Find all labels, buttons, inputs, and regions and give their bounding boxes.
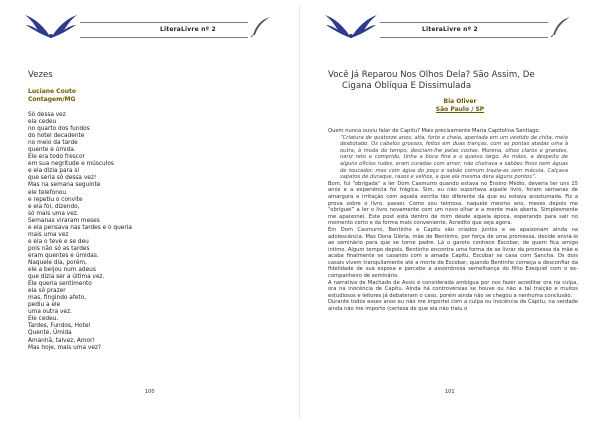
- poem-line: Semanas viraram meses: [28, 217, 100, 224]
- poem-line: que dizia ser a última vez.: [28, 274, 105, 281]
- poem-line: e repetiu o convite: [28, 196, 83, 203]
- poem-line: no quarto dos fundos: [28, 126, 90, 133]
- article-title: [328, 70, 578, 92]
- poem-line: ela cedeu: [28, 119, 57, 126]
- poem-line: do hotel decadente: [28, 133, 85, 140]
- author-name: Bia Oliver: [443, 98, 477, 105]
- author-place: Contagem/MG: [28, 96, 76, 103]
- author-block: [420, 98, 500, 114]
- poem-line: Só dessa vez: [28, 112, 66, 118]
- poem-line: Quente, Úmida: [28, 330, 72, 337]
- page-header: [0, 12, 300, 48]
- poem-line: só mais uma vez.: [28, 210, 79, 217]
- page-number: 101: [445, 389, 455, 395]
- poem-line: Mas hoje, mais uma vez?: [28, 344, 102, 351]
- poem-line: e ela o teve e se deu: [28, 238, 89, 245]
- header-rule-top: [80, 22, 248, 23]
- zine-label: LiteraLivre nº 2: [160, 26, 216, 33]
- block-quote: “Criatura de quatorze anos, alta, forte e cheia, apertada em um vestido de chita, meio desbotado. Os cabelos grossos, feitos em duas tranças, com as pontas atadas uma à outra, à moda do tempo, desciam-lhe pelas costas. Morena, olhos claros e grandes, nariz reto e comprido, tinha a boca fina e o queixo largo. As mãos, a despeito de alguns ofícios rudes, eram curadas com amor; não cheirava a sabões finos nem águas de toucador, mas com água do poço e sabão comum trazia-as sem mácula. Calçava sapatos de duraque, rasos e velhos, a que ela mesma dera alguns pontos”.: [340, 134, 568, 181]
- poem-line: que seria só dessa vez!: [28, 175, 97, 182]
- wing-logo-icon: [324, 12, 378, 42]
- poem-line: pediu a ele: [28, 302, 61, 309]
- poem-line: mas, fingindo afeto,: [28, 295, 87, 302]
- poem-line: Ele era todo frescor: [28, 154, 85, 161]
- article-body: [328, 128, 578, 313]
- body-paragraph: Durante todos esses anos eu não me importei com a culpa ou inocência de Capitu, na verdade ainda não me importo (certeza de que ela não traiu o: [328, 299, 578, 313]
- intro-paragraph: Quem nunca ouviu falar de Capitu? Mais precisamente Maria Capitolina Santiago.: [328, 128, 541, 134]
- poem-line: e ela foi, dizendo,: [28, 203, 80, 210]
- poem-line: Tardes, Fundos, Hotel: [28, 323, 91, 330]
- zine-label: LiteraLivre nº 2: [422, 26, 478, 33]
- body-paragraph: A narrativa de Machado de Assis é considerada ambígua por nos fazer acreditar ora na culpa, ora na inocência de Capitu. Ainda há controvérsias se houve ou não a tal traição e muitos estudiosos e leitores já debateram o caso, porém ainda não se chegou a nenhuma conclusão.: [328, 279, 578, 299]
- quill-icon: [250, 16, 272, 38]
- wing-logo-icon: [24, 12, 78, 42]
- right-page: [300, 0, 600, 424]
- header-rule-bottom: [80, 37, 248, 38]
- poem-line: em sua negritude e músculos: [28, 161, 114, 168]
- body-paragraph: Bom, fui “obrigada” a ler Dom Casmurro quando estava no Ensino Médio, deveria ter uns 15 anos e a experiência foi trágica. Sim, eu não suportava aquele livro, foram semanas de amargura e irritação com aquela escrita tão diferente da que eu estava acostumada. Fiz a prova sobre o livro, passei. Como sou teimosa, naquele mesmo ano, meses depois me “obriguei” a ler o livro novamente com um novo olhar e a mente mais aberta. Simplesmente me apaixonei. Este post está dentro de mim desde aquela época, esperando para sair no momento certo e da forma mais conveniente. Acredito que seja agora.: [328, 180, 578, 227]
- article-paragraphs: [328, 181, 578, 313]
- poem-line: e ela dizia para si: [28, 168, 79, 175]
- poem-line: mais uma vez: [28, 231, 69, 238]
- quill-icon: [550, 16, 572, 38]
- poem-body: [28, 112, 132, 352]
- poem-line: e ela pensava nas tardes e o queria: [28, 224, 132, 231]
- author-block: [28, 88, 76, 104]
- poem-line: ele telefonou: [28, 189, 67, 196]
- poem-title: Vezes: [28, 70, 53, 80]
- article-title-line-1: Você Já Reparou Nos Olhos Dela? São Assim, De: [328, 70, 535, 80]
- author-name: Luciane Couto: [28, 88, 76, 95]
- poem-line: no meio da tarde: [28, 140, 78, 147]
- poem-line: ele a beijou num adeus: [28, 267, 96, 274]
- poem-line: Ele cedeu.: [28, 316, 59, 323]
- poem-line: Ele queria sentimento: [28, 281, 92, 288]
- author-place: São Paulo / SP: [435, 106, 485, 113]
- poem-line: quente e úmida.: [28, 147, 76, 154]
- page-header: [300, 12, 600, 48]
- poem-line: Mas na semana seguinte: [28, 182, 101, 189]
- poem-line: Naquele dia, porém,: [28, 259, 87, 266]
- header-rule-top: [380, 22, 548, 23]
- article-title-line-2: Cigana Oblíqua E Dissimulada: [342, 81, 472, 91]
- poem-line: ela só prazer: [28, 288, 66, 295]
- header-rule-bottom: [380, 37, 548, 38]
- poem-line: Amanhã, talvez, Amor!: [28, 337, 95, 344]
- poem-line: uma outra vez.: [28, 309, 72, 316]
- page-number: 100: [145, 389, 155, 395]
- body-paragraph: Em Dom Casmurro, Bentinho e Capitu são criados juntos e se apaixonam ainda na adolescência. Mas Dona Glória, mãe de Bentinho, por força de uma promessa, decide enviá-lo ao seminário para que se torne padre. Lá o garoto conhece Escobar, de quem fica amigo íntimo. Algum tempo depois, Bentinho encontra uma forma de se livrar da promessa da mãe e acaba finalmente se casando com a amada Capitu. Escobar se casa com Sancha. Os dois casais vivem tranquilamente até a morte de Escobar, quando Bentinho começa a desconfiar da fidelidade de sua esposa e percebe a assombrosa semelhança do filho Ezequiel com o ex-companheiro de seminário.: [328, 226, 578, 280]
- poem-line: eram quentes e úmidas.: [28, 252, 99, 259]
- poem-line: pois não só as tardes: [28, 245, 90, 252]
